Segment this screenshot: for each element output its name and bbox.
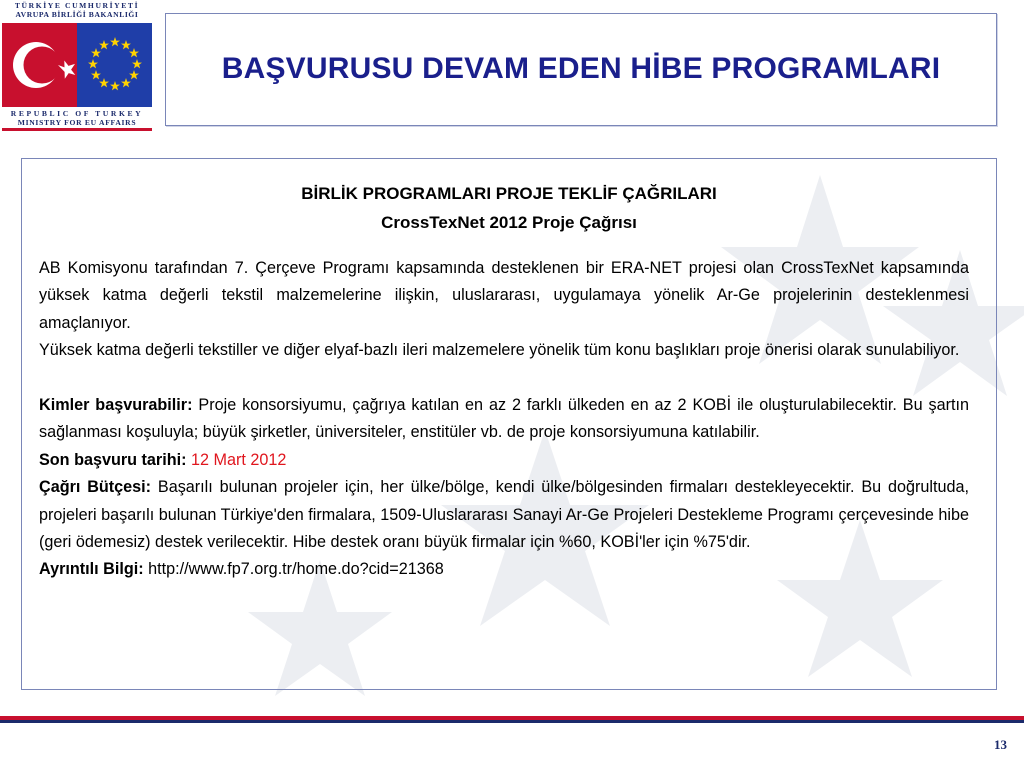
budget-label: Çağrı Bütçesi: xyxy=(39,478,152,497)
body-text xyxy=(39,255,969,584)
section-heading: BİRLİK PROGRAMLARI PROJE TEKLİF ÇAĞRILARI xyxy=(301,184,717,203)
content-box xyxy=(21,158,997,690)
info-link[interactable]: http://www.fp7.org.tr/home.do?cid=21368 xyxy=(148,560,444,579)
logo-text-top-2: AVRUPA BİRLİĞİ BAKANLIĞI xyxy=(15,10,139,19)
logo-text-bottom-2: MINISTRY FOR EU AFFAIRS xyxy=(17,118,137,127)
paragraph-spacer xyxy=(39,365,969,392)
turkish-crescent-star-icon xyxy=(2,23,77,107)
eligibility-text: Proje konsorsiyumu, çağrıya katılan en az 2 farklı ülkeden en az 2 KOBİ ile oluşturulabilecektir. Bu şartın sağlanması koşuluyla; büyük şirketler, üniversiteler, enstitüler vb. de proje konsorsiyumuna katılabilir. xyxy=(39,396,969,442)
budget-paragraph xyxy=(39,474,969,556)
logo-text-bottom-1: REPUBLIC OF TURKEY xyxy=(10,109,144,118)
deadline-label: Son başvuru tarihi: xyxy=(39,450,187,469)
section-subheading: CrossTexNet 2012 Proje Çağrısı xyxy=(381,213,637,232)
logo-text-top-1: TÜRKİYE CUMHURİYETİ xyxy=(14,1,140,10)
info-label: Ayrıntılı Bilgi: xyxy=(39,560,144,579)
deadline-value: 12 Mart 2012 xyxy=(191,450,287,469)
eu-stars-icon xyxy=(77,23,152,107)
footer-blue-line xyxy=(0,720,1024,723)
deadline-paragraph xyxy=(39,447,969,474)
info-paragraph xyxy=(39,556,969,583)
slide-title: BAŞVURUSU DEVAM EDEN HİBE PROGRAMLARI xyxy=(221,52,941,85)
page-number: 13 xyxy=(994,737,1007,752)
logo-underline xyxy=(2,128,152,131)
budget-text: Başarılı bulunan projeler için, her ülke/bölge, kendi ülke/bölgesinden firmaları destekleyecektir. Bu doğrultuda, projeleri başarılı bulunan Türkiye'den firmalara, 1509-Uluslararası Sanayi Ar-Ge Projeleri Destekleme Programı çerçevesinde hibe (geri ödemesiz) destek verilecektir. Hibe destek oranı büyük firmalar için %60, KOBİ'ler için %75'dir. xyxy=(39,478,969,552)
intro-paragraph-2: Yüksek katma değerli tekstiller ve diğer elyaf-bazlı ileri malzemelere yönelik tüm konu başlıkları proje önerisi olarak sunulabiliyor. xyxy=(39,341,960,360)
eligibility-label: Kimler başvurabilir: xyxy=(39,396,193,415)
title-box xyxy=(165,13,997,126)
intro-paragraph-1: AB Komisyonu tarafından 7. Çerçeve Programı kapsamında desteklenen bir ERA-NET projesi olan CrossTexNet kapsamında yüksek katma değerli tekstil malzemelerine ilişkin, uluslararası, uygulamaya yönelik Ar-Ge projelerinin desteklenmesi amaçlanıyor. xyxy=(39,259,969,332)
eligibility-paragraph xyxy=(39,392,969,447)
logo-flags xyxy=(2,23,152,107)
ministry-logo xyxy=(2,0,152,125)
